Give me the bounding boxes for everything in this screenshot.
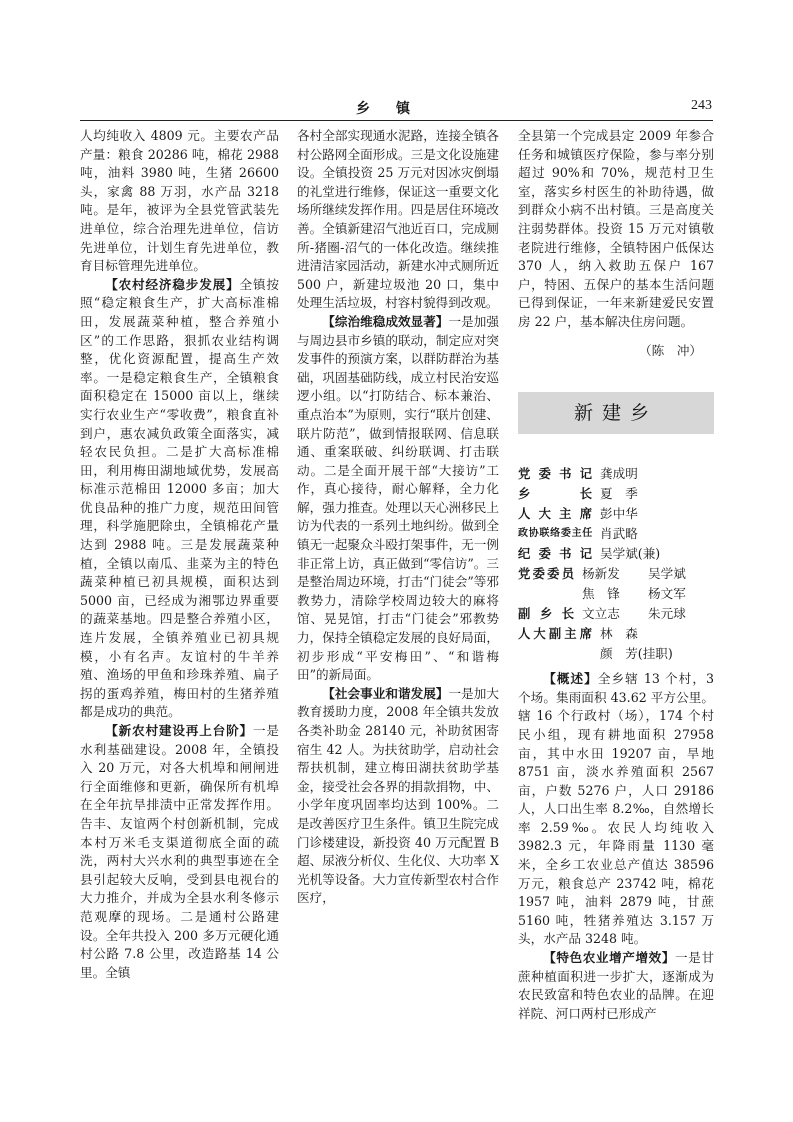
text-social: 一是加大教育援助力度，2008 年全镇共发放各类补助金 28140 元，补助贫困寄宿生 42 人。为扶贫助学，启动社会帮扶机制，建立梅田湖扶贫助学基金，接受社会各界的捐款捐物，中、小学年度巩固率均达到 100%。二是改善医疗卫生条件。镇卫生院完成门诊楼建设，新投资 40 万元配置 B 超、尿液分析仪、生化仪、大功率 X 光机等设备。大力宣传新型农村合作医疗，	[297, 685, 500, 906]
text-stability: 一是加强与周边县市乡镇的联动，制定应对突发事件的预演方案，以群防群治为基础，巩固基础防线，成立村民治安巡逻小组。以“打防结合、标本兼治、重点治本”为原则，实行“联片创建、联片防范”，做到情报联网、信息联通、重案联破、纠纷联调、打击联动。二是全面开展干部“大接访”工作，真心接待，耐心解释，全力化解，强力推查。处理以天心洲移民上访为代表的一系列土地纠纷。做到全镇无一起聚众斗殴打架事件，无一例非正常上访，真正做到“零信访”。三是整治周边环境，打击“门徒会”等邪教势力，清除学校周边较大的麻将馆、晃晃馆，打击“门徒会”邪教势力，保持全镇稳定发展的良好局面，初步形成“平安梅田”、“和谐梅田”的新局面。	[297, 313, 500, 683]
official-title: 党委委员	[518, 566, 574, 581]
official-row	[518, 624, 714, 644]
column-2	[297, 127, 499, 908]
official-row	[518, 564, 714, 584]
paragraph-intro: 人均纯收入 4809 元。主要农产品产量：粮食 20286 吨，棉花 2988 吨，油料 3980 吨，生猪 26600 头，家禽 88 万羽，水产品 3218 吨。是年，被评为全县党管武装先进单位，综合治理先进单位，信访先进单位，计划生育先进单位，教育目标管理先进单位。	[80, 128, 279, 274]
official-name: 吴学斌	[648, 565, 686, 581]
official-name: 颜 芳(挂职)	[600, 645, 673, 661]
official-name: 夏 季	[600, 485, 638, 501]
official-name: 杨文军	[648, 585, 686, 601]
paragraph-social-cont: 全县第一个完成县定 2009 年参合任务和城镇医疗保险，参与率分别超过 90%和 70%，规范村卫生室，落实乡村医生的补助待遇，做到群众小病不出村镇。三是高度关注弱势群体。投资 15 万元对镇敬老院进行维修，全镇特困户低保达 370 人，纳入救助五保户 167 户，特困、五保户的基本生活问题已得到保证，一年来新建爱民安置房 22 户，基本解决住房问题。	[518, 128, 714, 329]
column-3	[518, 127, 714, 1023]
text-feature: 一是甘蔗种植面积进一步扩大，逐渐成为农民致富和特色农业的品牌。在迎祥院、河口两村已形成产	[518, 950, 715, 1021]
official-name: 彭中华	[600, 505, 638, 521]
paragraph-build-cont: 各村全部实现通水泥路，连接全镇各村公路网全面形成。三是文化设施建设。全镇投资 25 万元对因冰灾倒塌的礼堂进行维修，保证这一重要文化场所继续发挥作用。四是居住环境改善。全镇新建沼气池近百口，完成厕所-猪圈-沼气的一体化改造。继续推进清洁家园活动，新建水冲式厕所近 500 户，新建垃圾池 20 口，集中处理生活垃圾，村容村貌得到改观。	[297, 128, 499, 311]
official-name: 文立志	[582, 605, 620, 621]
paragraph-feature	[518, 949, 714, 1023]
heading-overview: 【概述】	[543, 671, 598, 687]
text-agri: 全镇按照“稳定粮食生产，扩大高标准棉田，发展蔬菜种植，整合养殖小区”的工作思路，狠抓农业结构调整，优化资源配置，提高生产效率。一是稳定粮食生产，全镇粮食面积稳定在 15000 亩以上，继续实行农业生产“零收费”，粮食直补到户，惠农减负政策全面落实，减轻农民负担。二是扩大高标准棉田，利用梅田湖地域优势，发展高标准示范棉田 12000 多亩；加大优良品种的推广力度，规范田间管理，科学施肥除虫，全镇棉花产量达到 2988 吨。三是发展蔬菜种植，全镇以南瓜、韭菜为主的特色蔬菜种植已初具规模，面积达到5000 亩，已经成为湘鄂边界重要的蔬菜基地。四是整合养殖小区，连片发展，全镇养殖业已初具规模，小有名声。友谊村的牛羊养殖、渔场的甲鱼和珍珠养殖、扁子拐的蛋鸡养殖，梅田村的生猪养殖都是成功的典范。	[80, 276, 280, 720]
official-row	[518, 604, 714, 624]
official-row	[518, 504, 714, 524]
official-row	[518, 524, 714, 544]
official-title: 副 乡 长	[518, 606, 574, 621]
paragraph-social	[297, 685, 499, 908]
officials-list	[518, 464, 714, 664]
author-signature: （陈 冲）	[639, 342, 702, 358]
section-title: 新建乡	[573, 401, 658, 424]
official-row	[518, 464, 714, 484]
official-row	[518, 544, 714, 564]
paragraph-stability	[297, 313, 499, 685]
official-title: 党委书记	[518, 466, 592, 481]
official-row	[518, 644, 714, 664]
section-banner	[518, 392, 714, 434]
official-row	[518, 484, 714, 504]
official-title: 乡 长	[518, 486, 592, 501]
running-title: 乡镇	[356, 101, 436, 117]
official-name: 朱元球	[648, 605, 686, 621]
official-row	[518, 584, 714, 604]
text-build: 一是水利基础建设。2008 年，全镇投入 20 万元，对各大机埠和闸闸进行全面维修和更新，确保所有机埠在全年抗旱排渍中正常发挥作用。告丰、友谊两个村创新机制，完成本村万米毛支渠道彻底全面的疏洗，两村大兴水利的典型事迹在全县引起较大反响，受到县电视台的大力推介，并成为全县水利冬修示范观摩的现场。二是通村公路建设。全年共投入 200 多万元硬化通村公路 7.8 公里，改造路基 14 公里。全镇	[80, 723, 280, 980]
header-rule	[80, 120, 713, 121]
column-1	[80, 127, 279, 982]
official-title: 人大主席	[518, 506, 592, 521]
page-number: 243	[691, 98, 712, 113]
paragraph-overview	[518, 670, 714, 949]
heading-build: 【新农村建设再上台阶】	[105, 723, 253, 738]
official-title: 人大副主席	[518, 626, 592, 641]
page-header	[80, 96, 712, 118]
text-overview: 全乡辖 13 个村，3 个场。集雨面积 43.62 平方公里。辖 16 个行政村（场），174 个村民小组，现有耕地面积 27958 亩，其中水田 19207 亩，旱地 8751 亩，淡水养殖面积 2567 亩，户数 5276 户，人口 29186 人，人口出生率 8.2‰，自然增长率 2.59‰。农民人均纯收入 3982.3 元，年降雨量 1130 毫米，全乡工农业总产值达 38596 万元，粮食总产 23742 吨，棉花 1957 吨，油料 2879 吨，甘蔗 5160 吨，牲猪养殖达 3.157 万头，水产品 3248 吨。	[518, 671, 715, 947]
heading-stability: 【综治维稳成效显著】	[322, 313, 449, 329]
official-name: 杨新发	[582, 565, 620, 581]
official-name: 焦 锋	[582, 585, 620, 601]
heading-agri: 【农村经济稳步发展】	[105, 276, 240, 292]
paragraph-agri	[80, 276, 279, 722]
official-name: 肖武略	[600, 525, 638, 541]
official-name: 林 森	[600, 625, 638, 641]
official-name: 吴学斌(兼)	[600, 545, 661, 561]
official-name: 龚成明	[600, 465, 638, 481]
paragraph-build	[80, 722, 279, 982]
official-title: 政协联络委主任	[518, 527, 592, 539]
heading-feature: 【特色农业增产增效】	[543, 950, 676, 966]
official-title: 纪委书记	[518, 546, 592, 561]
heading-social: 【社会事业和谐发展】	[322, 685, 449, 701]
